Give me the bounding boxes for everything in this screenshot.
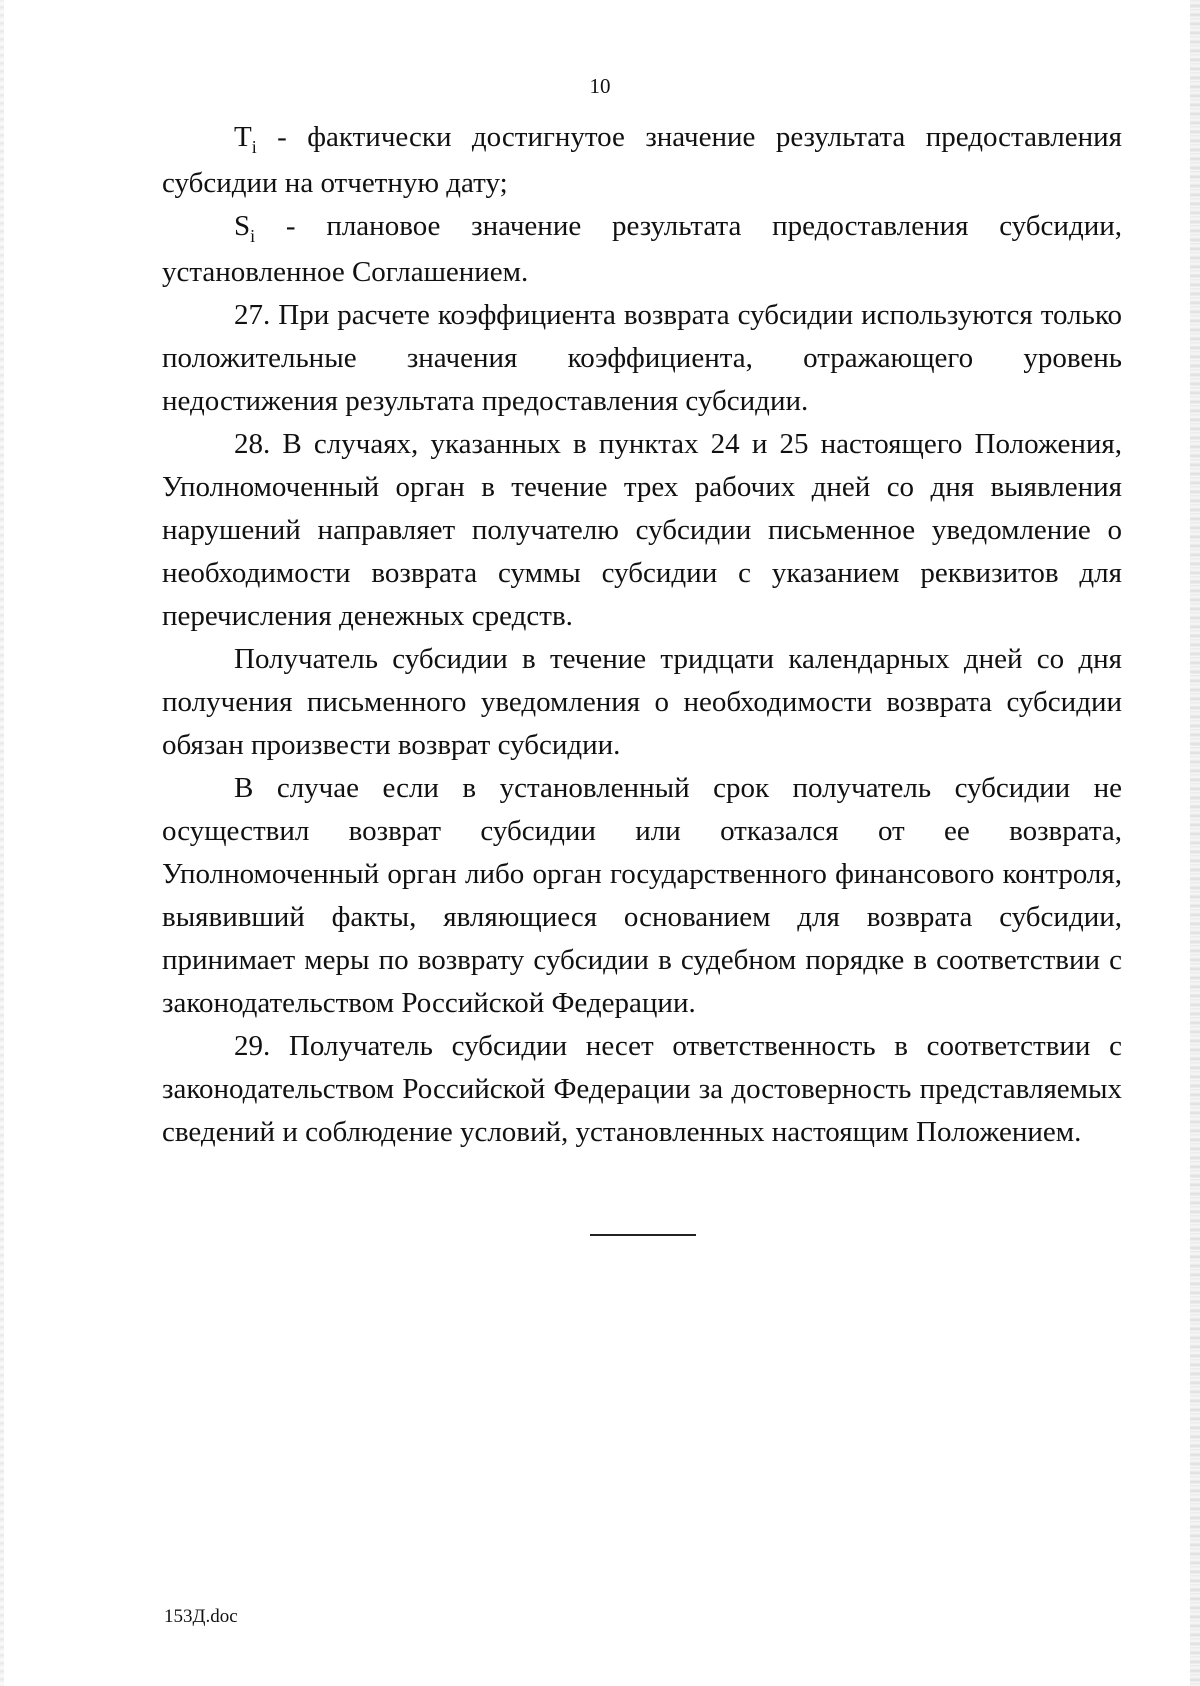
scan-edge-left <box>0 0 4 1686</box>
footer-filename: 153Д.doc <box>164 1606 238 1627</box>
paragraph-28-recipient-obligation: Получатель субсидии в течение тридцати календарных дней со дня получения письменного уведомления о необходимости возврата субсидии обязан произвести возврат субсидии. <box>162 643 1122 761</box>
subscript-i: i <box>250 226 256 246</box>
paragraph-text: - фактически достигнутое значение результата предоставления субсидии на отчетную дату; <box>162 121 1122 199</box>
page-number: 10 <box>589 74 611 98</box>
paragraph-ti-definition <box>162 116 1122 205</box>
symbol-t: T <box>234 121 252 153</box>
symbol-s: S <box>234 210 251 242</box>
subscript-i: i <box>251 137 257 157</box>
end-separator-line <box>590 1234 696 1236</box>
scan-edge-right <box>1190 0 1200 1686</box>
document-body <box>162 116 1122 1154</box>
paragraph-28: 28. В случаях, указанных в пунктах 24 и 25 настоящего Положения, Уполномоченный орган в течение трех рабочих дней со дня выявления нарушений направляет получателю субсидии письменное уведомление о необходимости возврата суммы субсидии с указанием реквизитов для перечисления денежных средств. <box>162 428 1122 632</box>
paragraph-29: 29. Получатель субсидии несет ответственность в соответствии с законодательством Российской Федерации за достоверность представляемых сведений и соблюдение условий, установленных настоящим Положением. <box>162 1030 1122 1148</box>
paragraph-28-court-recovery: В случае если в установленный срок получатель субсидии не осуществил возврат субсидии или отказался от ее возврата, Уполномоченный орган либо орган государственного финансового контроля, выявивший факты, являющиеся основанием для возврата субсидии, принимает меры по возврату субсидии в судебном порядке в соответствии с законодательством Российской Федерации. <box>162 772 1122 1019</box>
paragraph-text: - плановое значение результата предоставления субсидии, установленное Соглашением. <box>162 210 1122 288</box>
paragraph-27: 27. При расчете коэффициента возврата субсидии используются только положительные значения коэффициента, отражающего уровень недостижения результата предоставления субсидии. <box>162 299 1122 417</box>
paragraph-si-definition <box>162 205 1122 294</box>
